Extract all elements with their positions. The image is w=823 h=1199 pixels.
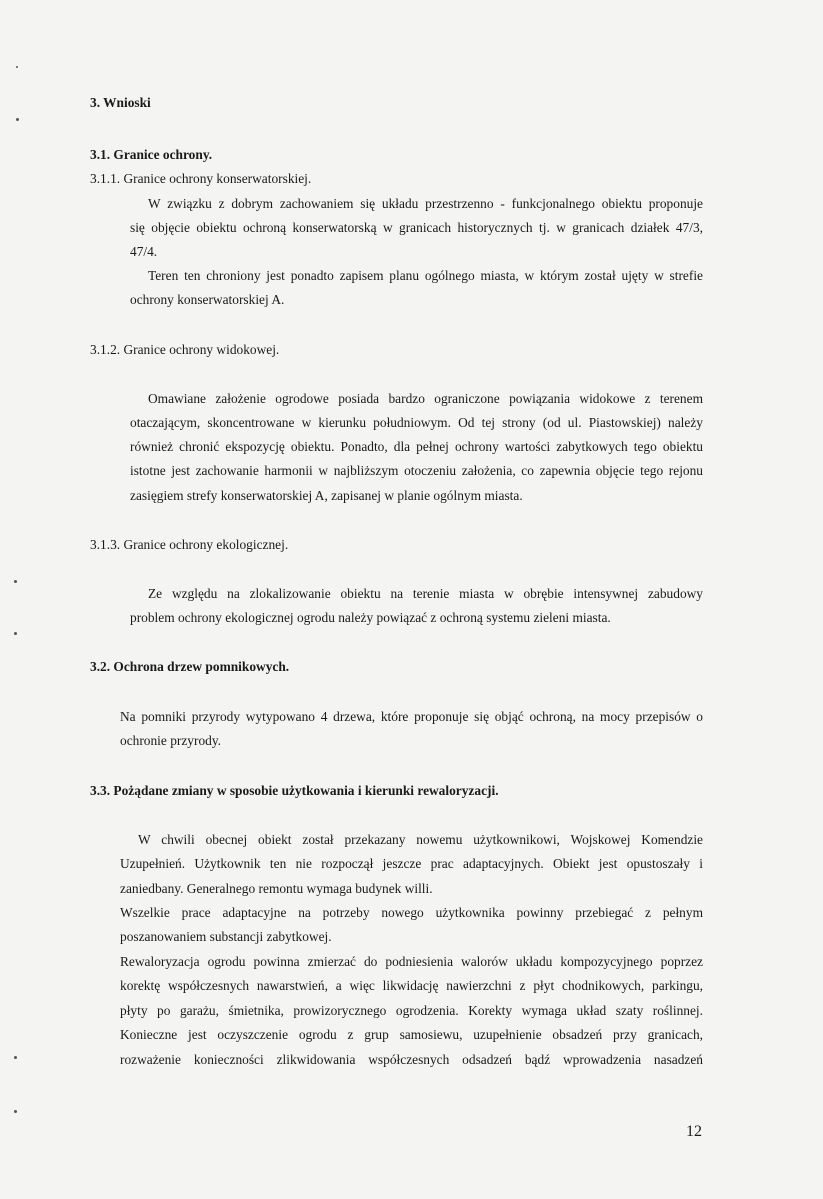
paragraph-line: Teren ten chroniony jest ponadto zapisem planu ogólnego miasta, w którym został ujęty w strefie bbox=[148, 268, 703, 283]
paragraph-line: W chwili obecnej obiekt został przekazany nowemu użytkownikowi, Wojskowej Komendzie bbox=[138, 832, 703, 847]
paragraph-line: Na pomniki przyrody wytypowano 4 drzewa, które proponuje się objąć ochroną, na mocy przepisów o bbox=[120, 709, 703, 724]
section-heading-3-1: 3.1. Granice ochrony. bbox=[90, 147, 213, 162]
paragraph-line: poszanowaniem substancji zabytkowej. bbox=[120, 929, 332, 944]
page-number: 12 bbox=[686, 1123, 702, 1140]
subsection-heading-3-1-1: 3.1.1. Granice ochrony konserwatorskiej. bbox=[90, 171, 312, 186]
scan-speck bbox=[16, 118, 19, 121]
scan-speck bbox=[14, 580, 17, 583]
scan-speck bbox=[14, 632, 17, 635]
subsection-heading-3-1-2: 3.1.2. Granice ochrony widokowej. bbox=[90, 342, 280, 357]
paragraph-line: się objęcie obiektu ochroną konserwatorską w granicach historycznych tj. w granicach działek 47/3, bbox=[130, 220, 703, 235]
scan-speck bbox=[16, 66, 18, 68]
section-heading-3-2: 3.2. Ochrona drzew pomnikowych. bbox=[90, 659, 290, 674]
paragraph-line: 47/4. bbox=[130, 244, 158, 259]
paragraph-line: Wszelkie prace adaptacyjne na potrzeby nowego użytkownika powinny przebiegać z pełnym bbox=[120, 905, 703, 920]
paragraph-line: problem ochrony ekologicznej ogrodu należy powiązać z ochroną systemu zieleni miasta. bbox=[130, 610, 611, 625]
section-heading-3-3: 3.3. Pożądane zmiany w sposobie użytkowania i kierunki rewaloryzacji. bbox=[90, 783, 499, 798]
scan-speck bbox=[14, 1110, 17, 1113]
paragraph-line: zasięgiem strefy konserwatorskiej A, zapisanej w planie ogólnym miasta. bbox=[130, 488, 523, 503]
paragraph-line: Konieczne jest oczyszczenie ogrodu z grup samosiewu, uzupełnienie obsadzeń przy granicach, bbox=[120, 1027, 703, 1042]
paragraph-line: otaczającym, skoncentrowane w kierunku południowym. Od tej strony (od ul. Piastowskiej) należy bbox=[130, 415, 703, 430]
paragraph-line: rozważenie konieczności zlikwidowania współczesnych odsadzeń bądź wprowadzenia nasadzeń bbox=[120, 1052, 703, 1067]
paragraph-line: zaniedbany. Generalnego remontu wymaga budynek willi. bbox=[120, 881, 433, 896]
paragraph-line: korektę współczesnych nawarstwień, a więc likwidację nawierzchni z płyt chodnikowych, parkingu, bbox=[120, 978, 703, 993]
paragraph-line: ochrony konserwatorskiej A. bbox=[130, 292, 285, 307]
paragraph-line: ochronie przyrody. bbox=[120, 733, 222, 748]
paragraph-line: Rewaloryzacja ogrodu powinna zmierzać do podniesienia walorów układu kompozycyjnego poprzez bbox=[120, 954, 703, 969]
paragraph-line: istotne jest zachowanie harmonii w najbliższym otoczeniu założenia, co zapewnia objęcie tego rejonu bbox=[130, 463, 703, 478]
section-heading-3: 3. Wnioski bbox=[90, 95, 151, 110]
paragraph-line: płyty po garażu, śmietnika, prowizorycznego ogrodzenia. Korekty wymaga układ szaty roślinnej. bbox=[120, 1003, 703, 1018]
paragraph-line: również chronić ekspozycję obiektu. Ponadto, dla pełnej ochrony wartości zabytkowych tego obiektu bbox=[130, 439, 703, 454]
subsection-heading-3-1-3: 3.1.3. Granice ochrony ekologicznej. bbox=[90, 537, 289, 552]
paragraph-line: Ze względu na zlokalizowanie obiektu na terenie miasta w obrębie intensywnej zabudowy bbox=[148, 586, 703, 601]
paragraph-line: Omawiane założenie ogrodowe posiada bardzo ograniczone powiązania widokowe z terenem bbox=[148, 391, 703, 406]
paragraph-line: Uzupełnień. Użytkownik ten nie rozpoczął jeszcze prac adaptacyjnych. Obiekt jest opustoszały i bbox=[120, 856, 703, 871]
scan-speck bbox=[14, 1056, 17, 1059]
paragraph-line: W związku z dobrym zachowaniem się układu przestrzenno - funkcjonalnego obiektu proponuje bbox=[148, 196, 703, 211]
